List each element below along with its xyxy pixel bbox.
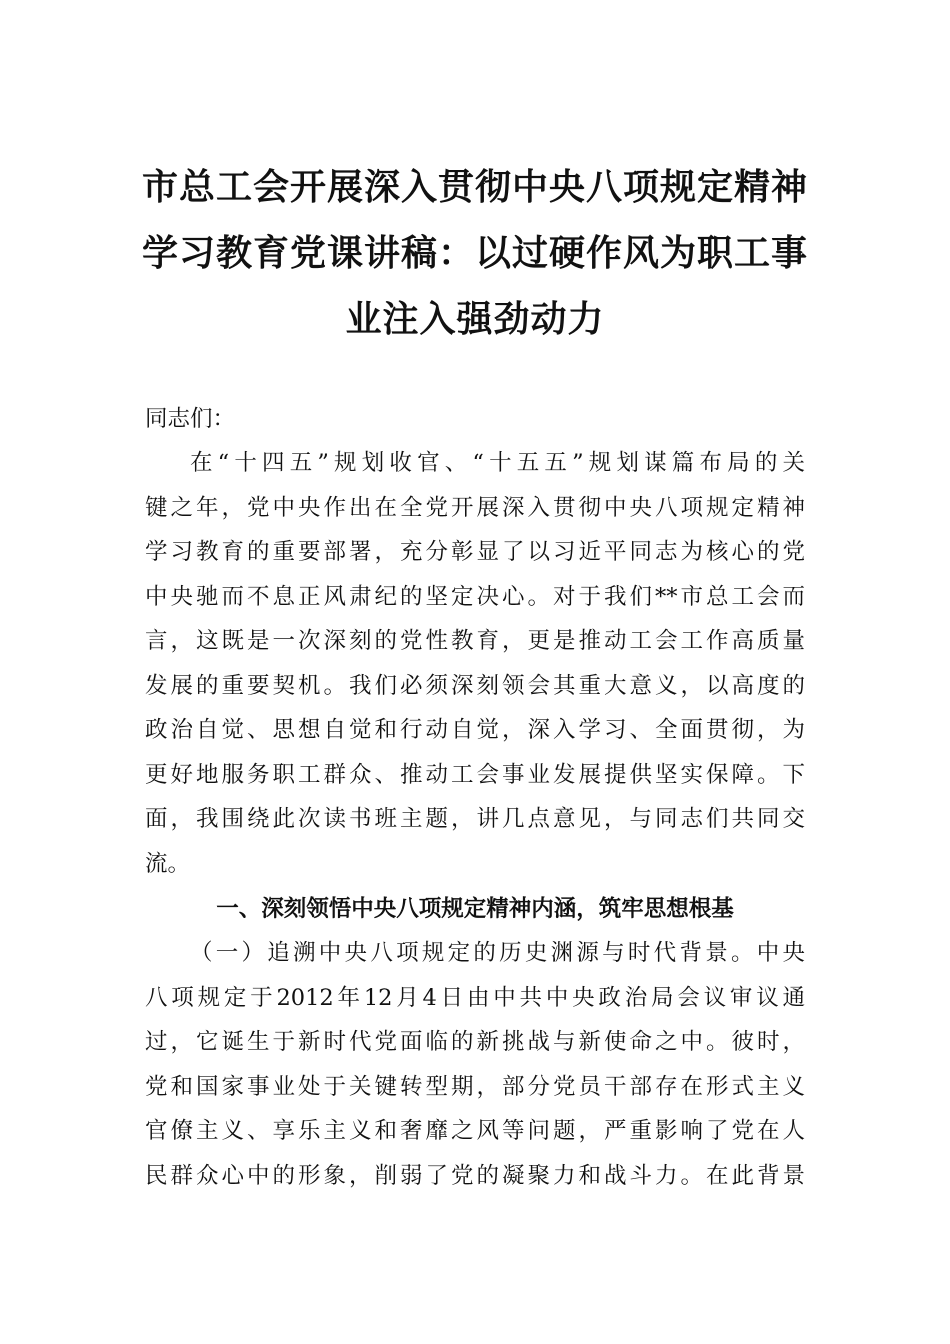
- salutation: [145, 397, 805, 442]
- paragraph-line: 言，这既是一次深刻的党性教育，更是推动工会工作高质量: [145, 628, 805, 654]
- paragraph-line: 过，它诞生于新时代党面临的新挑战与新使命之中。彼时，: [145, 1029, 805, 1055]
- paragraph-line: 学习教育的重要部署，充分彰显了以习近平同志为核心的党: [145, 539, 805, 565]
- paragraph-line: 党和国家事业处于关键转型期，部分党员干部存在形式主义: [145, 1073, 805, 1100]
- paragraph-line: 在“十四五”规划收官、“十五五”规划谋篇布局的关: [190, 450, 805, 476]
- salutation-text: 同志们：: [145, 406, 236, 432]
- section-paragraph: [145, 931, 805, 1198]
- paragraph-line: （一）追溯中央八项规定的历史渊源与时代背景。中央: [190, 940, 805, 966]
- title-line: 学习教育党课讲稿：以过硬作风为职工事: [141, 232, 808, 274]
- paragraph-line: 官僚主义、享乐主义和奢靡之风等问题，严重影响了党在人: [145, 1118, 805, 1144]
- paragraph-line: 中央驰而不息正风肃纪的坚定决心。对于我们**市总工会而: [145, 583, 805, 610]
- intro-paragraph: [145, 441, 805, 886]
- paragraph-line: 面，我围绕此次读书班主题，讲几点意见，与同志们共同交: [145, 806, 805, 832]
- paragraph-line: 八项规定于2012年12月4日由中共中央政治局会议审议通: [145, 984, 805, 1011]
- paragraph-line: 键之年，党中央作出在全党开展深入贯彻中央八项规定精神: [145, 494, 805, 521]
- paragraph-line: 更好地服务职工群众、推动工会事业发展提供坚实保障。下: [145, 761, 805, 788]
- section-heading: 一、深刻领悟中央八项规定精神内涵，筑牢思想根基: [216, 896, 734, 922]
- document-title: [140, 154, 810, 352]
- paragraph-line: 发展的重要契机。我们必须深刻领会其重大意义，以高度的: [145, 672, 805, 699]
- title-line: 市总工会开展深入贯彻中央八项规定精神: [141, 166, 808, 208]
- paragraph-line: 流。: [145, 850, 191, 877]
- paragraph-line: 民群众心中的形象，削弱了党的凝聚力和战斗力。在此背景: [145, 1162, 805, 1189]
- title-line: 业注入强劲动力: [345, 298, 605, 340]
- paragraph-line: 政治自觉、思想自觉和行动自觉，深入学习、全面贯彻，为: [145, 717, 805, 743]
